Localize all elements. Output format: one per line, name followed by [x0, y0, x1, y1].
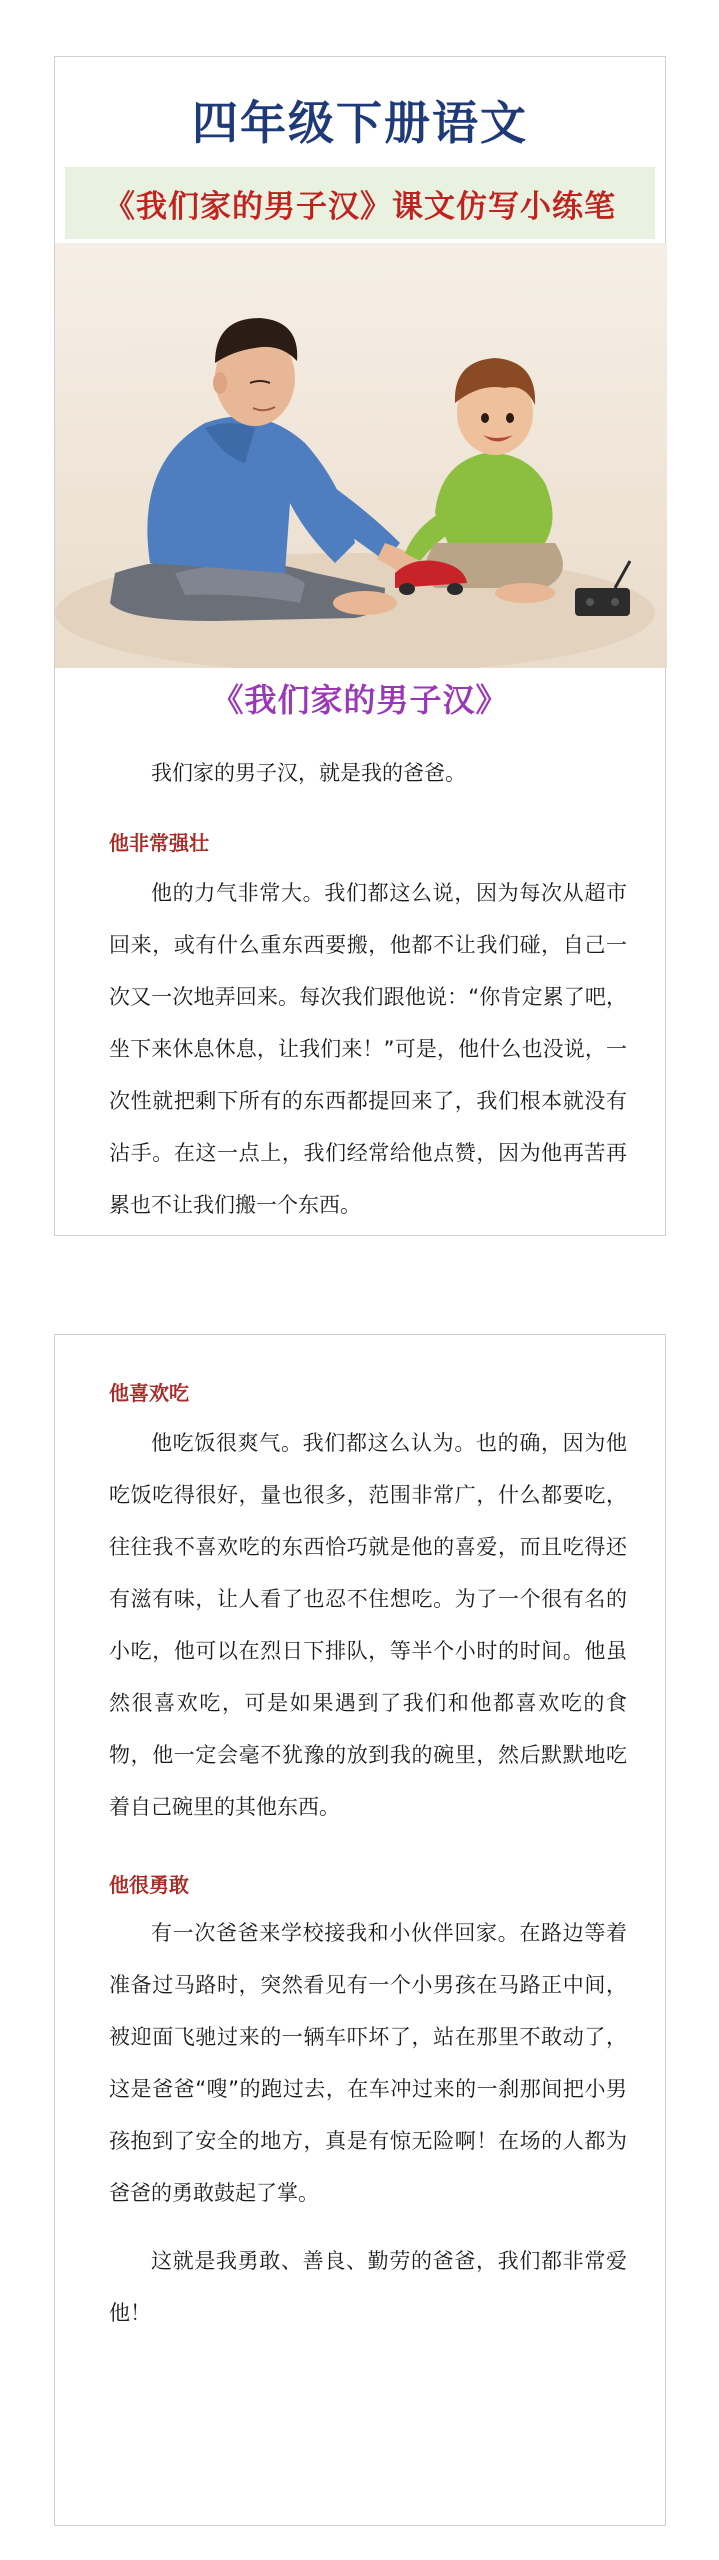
closing-paragraph: 这就是我勇敢、善良、勤劳的爸爸，我们都非常爱他！: [109, 2249, 627, 2325]
section-paragraph: 他的力气非常大。我们都这么说，因为每次从超市回来，或有什么重东西要搬，他都不让我们碰，自己一次又一次地弄回来。每次我们跟他说：“你肯定累了吧，坐下来休息休息，让我们来！”可是，他什么也没说，一次性就把剩下所有的东西都提回来了，我们根本就没有沾手。在这一点上，我们经常给他点赞，因为他再苦再累也不让我们搬一个东西。: [109, 881, 627, 1217]
page-card-2: [54, 1334, 666, 2526]
section-heading: 他很勇敢: [109, 1873, 189, 1897]
subtitle-text: 《我们家的男子汉》课文仿写小练笔: [104, 188, 616, 225]
section-heading: 他非常强壮: [109, 831, 209, 855]
page-card-1: [54, 56, 666, 1236]
story-title: 《我们家的男子汉》: [211, 681, 509, 719]
section-paragraph: 他吃饭很爽气。我们都这么认为。也的确，因为他吃饭吃得很好，量也很多，范围非常广，什么都要吃，往往我不喜欢吃的东西恰巧就是他的喜爱，而且吃得还有滋有味，让人看了也忍不住想吃。为了一个很有名的小吃，他可以在烈日下排队，等半个小时的时间。他虽然很喜欢吃，可是如果遇到了我们和他都喜欢吃的食物，他一定会毫不犹豫的放到我的碗里，然后默默地吃着自己碗里的其他东西。: [109, 1431, 627, 1819]
intro-paragraph: 我们家的男子汉，就是我的爸爸。: [151, 761, 466, 785]
page-title: 四年级下册语文: [192, 96, 528, 150]
section-paragraph: 有一次爸爸来学校接我和小伙伴回家。在路边等着准备过马路时，突然看见有一个小男孩在马路正中间，被迎面飞驰过来的一辆车吓坏了，站在那里不敢动了，这是爸爸“嗖”的跑过去，在车冲过来的一刹那间把小男孩抱到了安全的地方，真是有惊无险啊！在场的人都为爸爸的勇敢鼓起了掌。: [109, 1921, 627, 2205]
subtitle-banner: [65, 167, 655, 239]
section-heading: 他喜欢吃: [109, 1381, 189, 1405]
father-son-illustration: [55, 243, 667, 668]
